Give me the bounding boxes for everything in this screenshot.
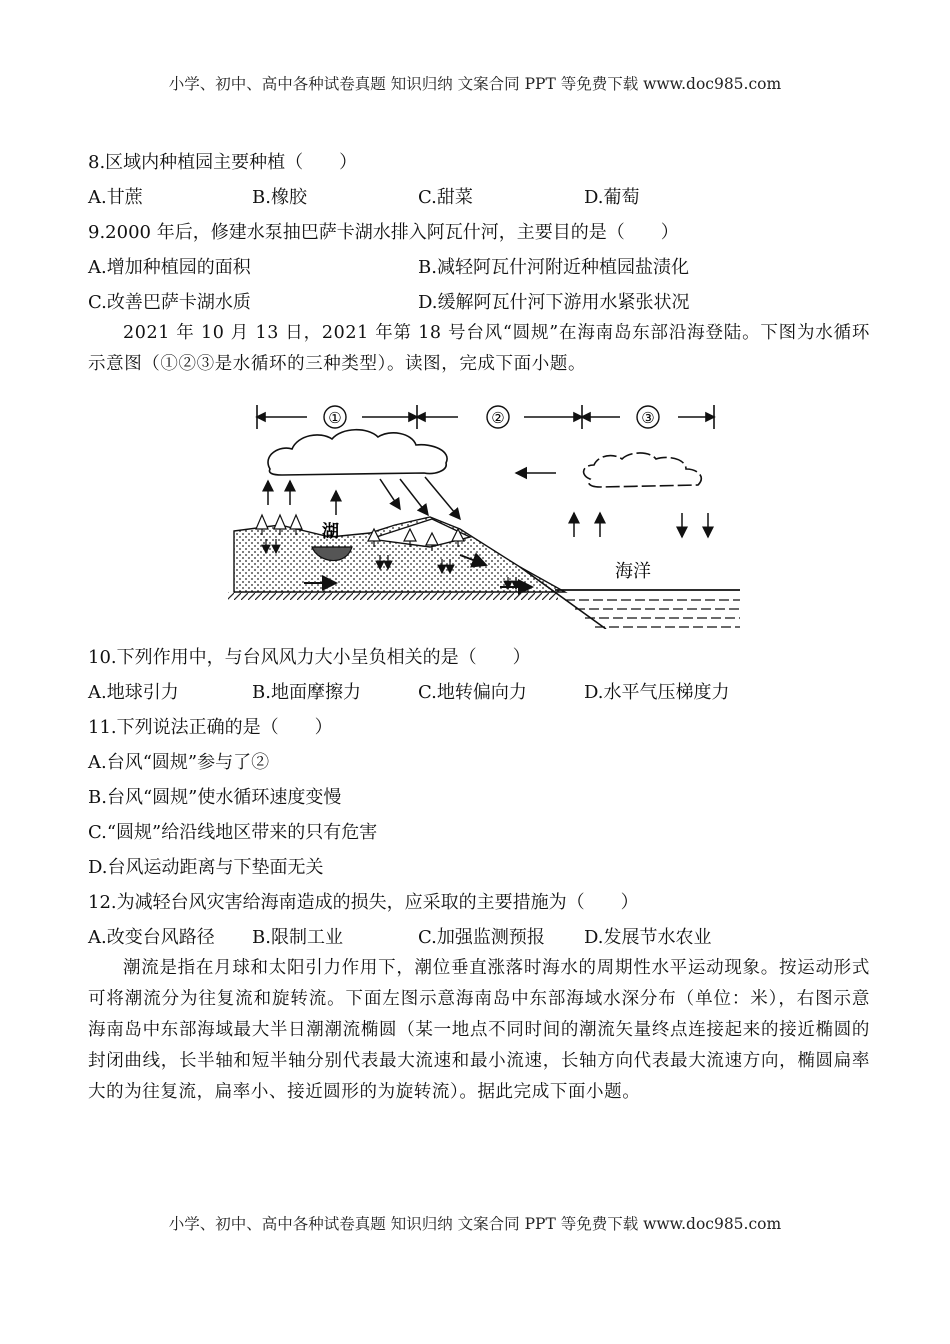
ground-base [228,592,558,600]
q11-option-d: D.台风运动距离与下垫面无关 [88,857,324,878]
cycle-label-2: ② [491,409,505,427]
q8-stem: 8.区域内种植园主要种植（ ） [88,152,358,173]
q10-option-a: A.地球引力 [88,682,179,703]
land-cloud [268,430,447,475]
q8-option-a: A.甘蔗 [88,187,143,208]
q11-option-b: B.台风“圆规”使水循环速度变慢 [88,787,342,808]
q8-option-b: B.橡胶 [252,187,307,208]
lake-label: 湖 [322,522,339,542]
q10-stem: 10.下列作用中，与台风风力大小呈负相关的是（ ） [88,647,531,668]
page-footer: 小学、初中、高中各种试卷真题 知识归纳 文案合同 PPT 等免费下载 www.doc985.com [168,1215,782,1233]
q9-option-c: C.改善巴萨卡湖水质 [88,292,251,313]
q11-option-a: A.台风“圆规”参与了② [88,752,270,773]
q10-option-d: D.水平气压梯度力 [584,682,730,703]
q9-option-b: B.减轻阿瓦什河附近种植园盐渍化 [418,257,689,278]
q12-option-c: C.加强监测预报 [418,927,545,948]
land-evaporation-arrows [268,481,336,515]
cycle-label-1: ① [328,409,342,427]
q11-option-c: C.“圆规”给沿线地区带来的只有危害 [88,822,378,843]
intro-paragraph-typhoon: 2021 年 10 月 13 日，2021 年第 18 号台风“圆规”在海南岛东部沿海登陆。下图为水循环示意图（①②③是水循环的三种类型）。读图，完成下面小题。 [88,323,870,374]
intro-paragraph-tidal: 潮流是指在月球和太阳引力作用下，潮位垂直涨落时海水的周期性水平运动现象。按运动形式可将潮流分为往复流和旋转流。下面左图示意海南岛中东部海域水深分布（单位：米），右图示意海南岛中东部海域最大半日潮潮流椭圆（某一地点不同时间的潮流矢量终点连接起来的接近椭圆的封闭曲线，长半轴和短半轴分别代表最大流速和最小流速，长轴方向代表最大流速方向，椭圆扁率大的为往复流，扁率小、接近圆形的为旋转流）。据此完成下面小题。 [88,958,870,1102]
q10-option-b: B.地面摩擦力 [252,682,361,703]
ocean-vertical-arrows [574,513,708,537]
q12-option-b: B.限制工业 [252,927,343,948]
q11-stem: 11.下列说法正确的是（ ） [88,717,333,738]
water-cycle-figure [220,397,745,629]
q12-option-d: D.发展节水农业 [584,927,712,948]
q9-option-a: A.增加种植园的面积 [88,257,251,278]
q8-option-d: D.葡萄 [584,187,640,208]
ocean-cloud [584,453,702,487]
ocean-waves [555,590,740,627]
precipitation-arrows [380,477,460,519]
q8-option-c: C.甜菜 [418,187,473,208]
q12-stem: 12.为减轻台风灾害给海南造成的损失，应采取的主要措施为（ ） [88,892,639,913]
page-header: 小学、初中、高中各种试卷真题 知识归纳 文案合同 PPT 等免费下载 www.doc985.com [168,75,782,93]
q9-option-d: D.缓解阿瓦什河下游用水紧张状况 [418,292,690,313]
cycle-label-3: ③ [641,409,655,427]
q12-option-a: A.改变台风路径 [88,927,215,948]
q10-option-c: C.地转偏向力 [418,682,527,703]
ocean-label: 海洋 [615,561,651,582]
q9-stem: 9.2000 年后，修建水泵抽巴萨卡湖水排入阿瓦什河，主要目的是（ ） [88,222,679,243]
